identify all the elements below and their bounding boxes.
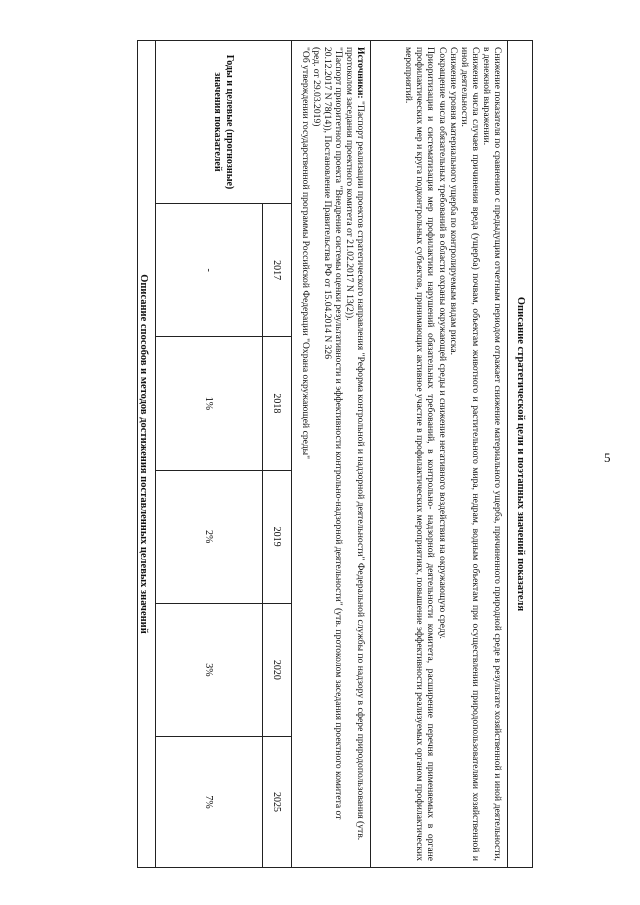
targets-label: Годы и целевые (прогнозные) значения показателей bbox=[156, 41, 292, 204]
sources-line: (ред. от 29.03.2019) bbox=[310, 47, 322, 127]
sources-label: Источники: bbox=[355, 47, 366, 99]
description-paragraph: Приоритизация и систематизация мер профилактики нарушений обязательных требований, в контрольно- надзорной деятельности комитета, расширение перечня применяемых в органе профилактических мер и круга подконтрольных субъектов, принимающих активное участие в профилактических мероприятиях, повышение эффективности реализуемых органом профилактических мероприятий. bbox=[403, 47, 437, 861]
goal-table bbox=[137, 40, 533, 868]
description-paragraph: Сокращение числа обязательных требований в области охраны окружающей среды и снижение негативного воздействия на окружающую среду. bbox=[436, 47, 448, 639]
year-cell: 2018 bbox=[263, 337, 292, 470]
year-cell: 2019 bbox=[263, 470, 292, 603]
value-cell: 3% bbox=[156, 603, 263, 736]
section-title: Описание стратегической цели и поэтапных значений показателя bbox=[507, 41, 532, 867]
page-number: 5 bbox=[604, 450, 611, 465]
targets-table bbox=[155, 41, 291, 867]
value-cell: 2% bbox=[156, 470, 263, 603]
description-paragraph: Снижение числа случаев причинения вреда (ущерба) почвам, объектам животного и растительного мира, недрам, водным объектам при осуществлении природопользователями хозяйственной и иной деятельности. bbox=[458, 47, 481, 861]
description-paragraph: Снижение уровня материального ущерба по контролируемым видам риска. bbox=[447, 47, 459, 356]
value-cell: 7% bbox=[156, 737, 263, 867]
value-cell: 1% bbox=[156, 337, 263, 470]
sources-line bbox=[344, 47, 366, 861]
year-cell: 2025 bbox=[263, 737, 292, 867]
sources-line: "Об утверждении государственной программы Российской Федерации "Охрана окружающей среды" bbox=[299, 47, 311, 460]
sources-text: "Паспорт реализации проектов стратегического направления "Реформа контрольной и надзорной деятельности" Федеральной службы по надзору в сфере природопользования (утв. протоколом заседания проектного комитета от 21.02.2017 N 13(2)). bbox=[343, 47, 366, 841]
year-cell: 2020 bbox=[263, 603, 292, 736]
sources-block bbox=[291, 41, 370, 867]
footer-section-title: Описание способов и методов достижения поставленных целевых значений bbox=[138, 274, 149, 634]
year-cell: 2017 bbox=[263, 204, 292, 337]
sources-line: "Паспорт приоритетного проекта "Внедрение системы оценки результативности и эффективности контрольно-надзорной деятельности" (утв. протоколом заседания проектного комитета от 20.12.2017 N 78(14)), Постановление Правительства РФ от 15.04.2014 N 326 bbox=[321, 47, 344, 820]
value-cell: - bbox=[156, 204, 263, 337]
description-paragraph: Снижение показателя по сравнению с предыдущим отчетным периодом отражает снижение материального ущерба, причиненного природной среде в результате хозяйственной и иной деятельности, в денежной выражении. bbox=[480, 47, 503, 861]
goal-description bbox=[370, 41, 507, 867]
rotated-page-content bbox=[137, 40, 533, 868]
